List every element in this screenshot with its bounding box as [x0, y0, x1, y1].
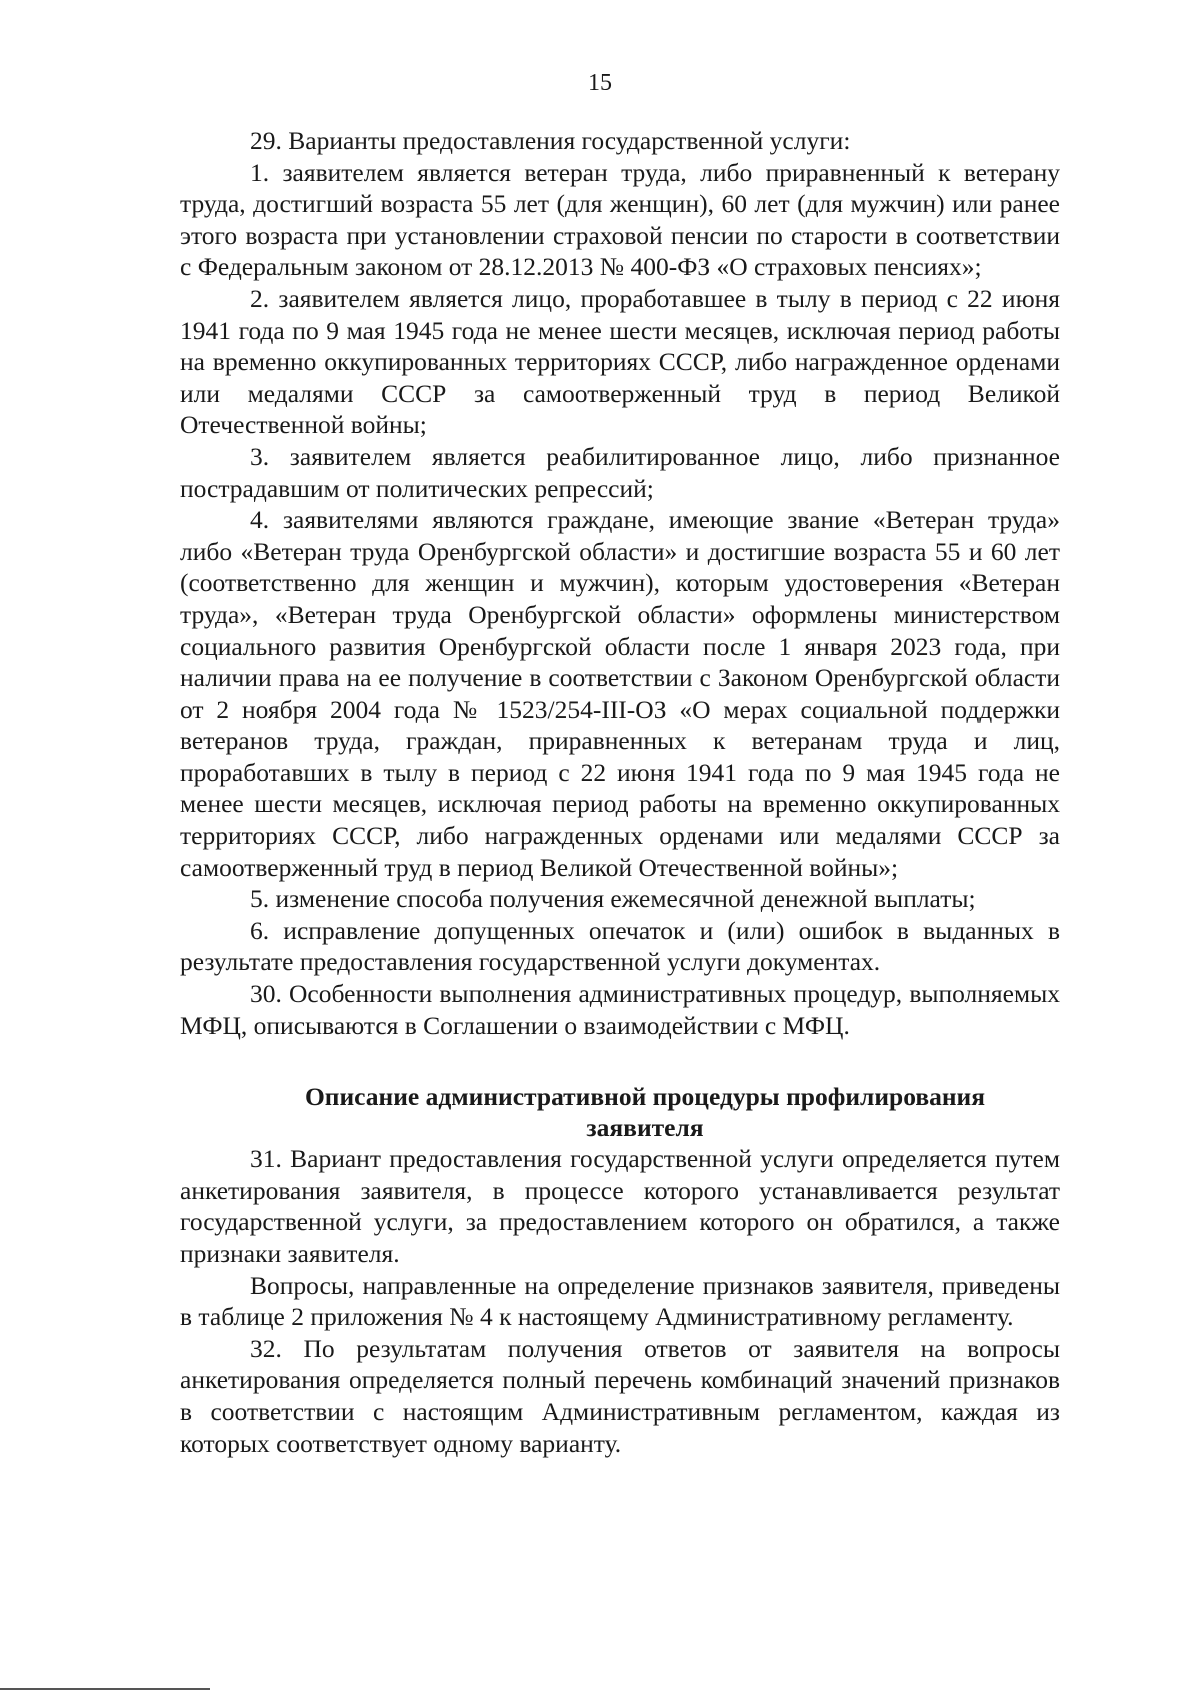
- paragraph-32: 32. По результатам получения ответов от заявителя на вопросы анкетирования определяется полный перечень комбинаций значений признаков в соответствии с настоящим Административным регламентом, каждая из которых соответствует одному варианту.: [180, 1333, 1060, 1458]
- paragraph-30: 30. Особенности выполнения административных процедур, выполняемых МФЦ, описываются в Соглашении о взаимодействии с МФЦ.: [180, 979, 1060, 1040]
- scan-edge-line: [0, 1688, 210, 1690]
- document-body: [180, 125, 1060, 1459]
- paragraph-item-6: 6. исправление допущенных опечаток и (или) ошибок в выданных в результате предоставления государственной услуги документах.: [180, 915, 1060, 977]
- paragraph-item-3: 3. заявителем является реабилитированное лицо, либо признанное пострадавшим от политических репрессий;: [180, 441, 1060, 503]
- paragraph-29: 29. Варианты предоставления государственной услуги:: [250, 126, 851, 155]
- paragraph-item-5: 5. изменение способа получения ежемесячной денежной выплаты;: [250, 884, 976, 914]
- paragraph-item-2: 2. заявителем является лицо, проработавшее в тылу в период с 22 июня 1941 года по 9 мая 1945 года не менее шести месяцев, исключая период работы на временно оккупированных территориях СССР, либо награжденное орденами или медалями СССР за самоотверженный труд в период Великой Отечественной войны;: [180, 283, 1060, 440]
- paragraph-item-4: 4. заявителями являются граждане, имеющие звание «Ветеран труда» либо «Ветеран труда Оренбургской области» и достигшие возраста 55 и 60 лет (соответственно для женщин и мужчин), которым удостоверения «Ветеран труда», «Ветеран труда Оренбургской области» оформлены министерством социального развития Оренбургской области после 1 января 2023 года, при наличии права на ее получение в соответствии с Законом Оренбургской области от 2 ноября 2004 года № 1523/254-III-ОЗ «О мерах социальной поддержки ветеранов труда, граждан, приравненных к ветеранам труда и лиц, проработавших в тылу в период с 22 июня 1941 года по 9 мая 1945 года не менее шести месяцев, исключая период работы на временно оккупированных территориях СССР, либо награжденных орденами или медалями СССР за самоотверженный труд в период Великой Отечественной войны»;: [180, 505, 1060, 882]
- paragraph-31: 31. Вариант предоставления государственной услуги определяется путем анкетирования заявителя, в процессе которого устанавливается результат государственной услуги, за предоставлением которого он обратился, а также признаки заявителя.: [180, 1144, 1060, 1268]
- paragraph-questions: Вопросы, направленные на определение признаков заявителя, приведены в таблице 2 приложения № 4 к настоящему Административному регламенту.: [180, 1270, 1060, 1332]
- page-number: 15: [588, 70, 612, 96]
- paragraph-item-1: 1. заявителем является ветеран труда, либо приравненный к ветерану труда, достигший возраста 55 лет (для женщин), 60 лет (для мужчин) или ранее этого возраста при установлении страховой пенсии по старости в соответствии с Федеральным законом от 28.12.2013 № 400-ФЗ «О страховых пенсиях»;: [180, 157, 1060, 282]
- section-heading: Описание административной процедуры профилирования заявителя: [304, 1082, 986, 1143]
